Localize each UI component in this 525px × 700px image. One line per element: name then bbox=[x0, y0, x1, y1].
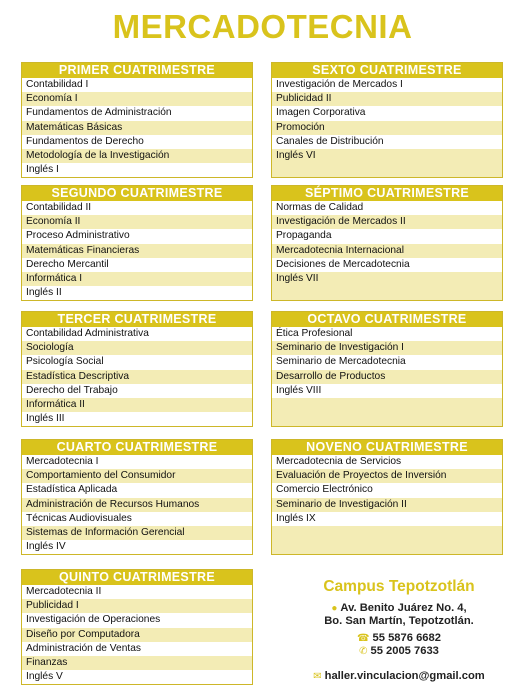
course-item: Informática I bbox=[22, 272, 252, 286]
course-item: Sociología bbox=[22, 341, 252, 355]
course-item: Seminario de Investigación I bbox=[272, 341, 502, 355]
address-line-2: Bo. San Martín, Tepotzotlán. bbox=[324, 615, 474, 627]
phone-line bbox=[283, 632, 515, 645]
course-item: Estadística Descriptiva bbox=[22, 370, 252, 384]
course-item: Normas de Calidad bbox=[272, 201, 502, 215]
whatsapp-icon: ✆ bbox=[359, 646, 368, 657]
course-item: Proceso Administrativo bbox=[22, 229, 252, 243]
course-item: Inglés IX bbox=[272, 512, 502, 526]
semester-card-1 bbox=[21, 62, 253, 178]
course-item: Derecho Mercantil bbox=[22, 258, 252, 272]
semester-header: SEGUNDO CUATRIMESTRE bbox=[22, 186, 252, 201]
course-item: Promoción bbox=[272, 121, 502, 135]
contact-block bbox=[283, 578, 515, 683]
course-item: Mercadotecnia II bbox=[22, 585, 252, 599]
semester-card-8 bbox=[271, 311, 503, 427]
semester-header: TERCER CUATRIMESTRE bbox=[22, 312, 252, 327]
email-line bbox=[283, 670, 515, 683]
course-item: Contabilidad I bbox=[22, 78, 252, 92]
course-list bbox=[272, 78, 502, 177]
course-item: Economía II bbox=[22, 215, 252, 229]
address-line-1 bbox=[283, 602, 515, 615]
course-item: Seminario de Mercadotecnia bbox=[272, 355, 502, 369]
email-icon: ✉ bbox=[313, 671, 322, 682]
course-item: Administración de Ventas bbox=[22, 642, 252, 656]
course-list bbox=[272, 327, 502, 426]
course-item: Inglés VII bbox=[272, 272, 502, 286]
course-item: Inglés VI bbox=[272, 149, 502, 163]
course-list bbox=[22, 585, 252, 684]
course-item: Inglés III bbox=[22, 412, 252, 426]
course-item: Comportamiento del Consumidor bbox=[22, 469, 252, 483]
course-item: Canales de Distribución bbox=[272, 135, 502, 149]
semester-card-3 bbox=[21, 311, 253, 427]
course-item: Mercadotecnia Internacional bbox=[272, 244, 502, 258]
course-item: Diseño por Computadora bbox=[22, 628, 252, 642]
course-item: Publicidad II bbox=[272, 92, 502, 106]
course-item: Informática II bbox=[22, 398, 252, 412]
semester-card-7 bbox=[271, 185, 503, 301]
course-item: Investigación de Mercados II bbox=[272, 215, 502, 229]
course-item: Contabilidad Administrativa bbox=[22, 327, 252, 341]
course-item-empty bbox=[272, 526, 502, 540]
course-item: Técnicas Audiovisuales bbox=[22, 512, 252, 526]
semester-card-2 bbox=[21, 185, 253, 301]
course-list bbox=[22, 455, 252, 554]
course-item: Inglés IV bbox=[22, 540, 252, 554]
course-item: Inglés V bbox=[22, 670, 252, 684]
whatsapp-line bbox=[283, 645, 515, 658]
course-item: Inglés VIII bbox=[272, 384, 502, 398]
course-item: Inglés II bbox=[22, 286, 252, 300]
course-item: Matemáticas Básicas bbox=[22, 121, 252, 135]
phone-icon: ☎ bbox=[357, 633, 370, 644]
course-item: Inglés I bbox=[22, 163, 252, 177]
semester-header: CUARTO CUATRIMESTRE bbox=[22, 440, 252, 455]
course-item: Publicidad I bbox=[22, 599, 252, 613]
whatsapp-number: 55 2005 7633 bbox=[370, 645, 439, 657]
course-item: Psicología Social bbox=[22, 355, 252, 369]
course-item: Propaganda bbox=[272, 229, 502, 243]
semester-header: OCTAVO CUATRIMESTRE bbox=[272, 312, 502, 327]
email-address[interactable]: haller.vinculacion@gmail.com bbox=[324, 670, 485, 682]
course-item: Decisiones de Mercadotecnia bbox=[272, 258, 502, 272]
course-item-empty bbox=[272, 540, 502, 554]
address-text-1: Av. Benito Juárez No. 4, bbox=[340, 602, 467, 614]
page-title: MERCADOTECNIA bbox=[112, 8, 413, 45]
course-item: Sistemas de Información Gerencial bbox=[22, 526, 252, 540]
semester-card-9 bbox=[271, 439, 503, 555]
course-item: Mercadotecnia I bbox=[22, 455, 252, 469]
course-item-empty bbox=[272, 163, 502, 177]
course-item: Evaluación de Proyectos de Inversión bbox=[272, 469, 502, 483]
course-item-empty bbox=[272, 412, 502, 426]
course-item: Imagen Corporativa bbox=[272, 106, 502, 120]
course-item: Matemáticas Financieras bbox=[22, 244, 252, 258]
phone-number: 55 5876 6682 bbox=[372, 632, 441, 644]
course-item: Economía I bbox=[22, 92, 252, 106]
semester-card-6 bbox=[271, 62, 503, 178]
semester-card-5 bbox=[21, 569, 253, 685]
course-item: Investigación de Operaciones bbox=[22, 613, 252, 627]
course-item: Contabilidad II bbox=[22, 201, 252, 215]
course-list bbox=[22, 78, 252, 177]
course-item-empty bbox=[272, 286, 502, 300]
course-item: Derecho del Trabajo bbox=[22, 384, 252, 398]
course-list bbox=[272, 455, 502, 554]
location-pin-icon: ● bbox=[331, 603, 338, 614]
semester-header: SÉPTIMO CUATRIMESTRE bbox=[272, 186, 502, 201]
course-item: Ética Profesional bbox=[272, 327, 502, 341]
course-item: Estadística Aplicada bbox=[22, 483, 252, 497]
semester-header: NOVENO CUATRIMESTRE bbox=[272, 440, 502, 455]
semester-header: SEXTO CUATRIMESTRE bbox=[272, 63, 502, 78]
course-item: Administración de Recursos Humanos bbox=[22, 498, 252, 512]
course-item: Desarrollo de Productos bbox=[272, 370, 502, 384]
course-item: Seminario de Investigación II bbox=[272, 498, 502, 512]
semester-header: PRIMER CUATRIMESTRE bbox=[22, 63, 252, 78]
course-list bbox=[22, 201, 252, 300]
course-list bbox=[22, 327, 252, 426]
semester-card-4 bbox=[21, 439, 253, 555]
course-item: Mercadotecnia de Servicios bbox=[272, 455, 502, 469]
course-item-empty bbox=[272, 398, 502, 412]
course-item: Finanzas bbox=[22, 656, 252, 670]
course-item: Fundamentos de Administración bbox=[22, 106, 252, 120]
semester-header: QUINTO CUATRIMESTRE bbox=[22, 570, 252, 585]
course-item: Fundamentos de Derecho bbox=[22, 135, 252, 149]
course-list bbox=[272, 201, 502, 300]
course-item: Comercio Electrónico bbox=[272, 483, 502, 497]
course-item: Metodología de la Investigación bbox=[22, 149, 252, 163]
course-item: Investigación de Mercados I bbox=[272, 78, 502, 92]
campus-name: Campus Tepotzotlán bbox=[323, 578, 475, 595]
